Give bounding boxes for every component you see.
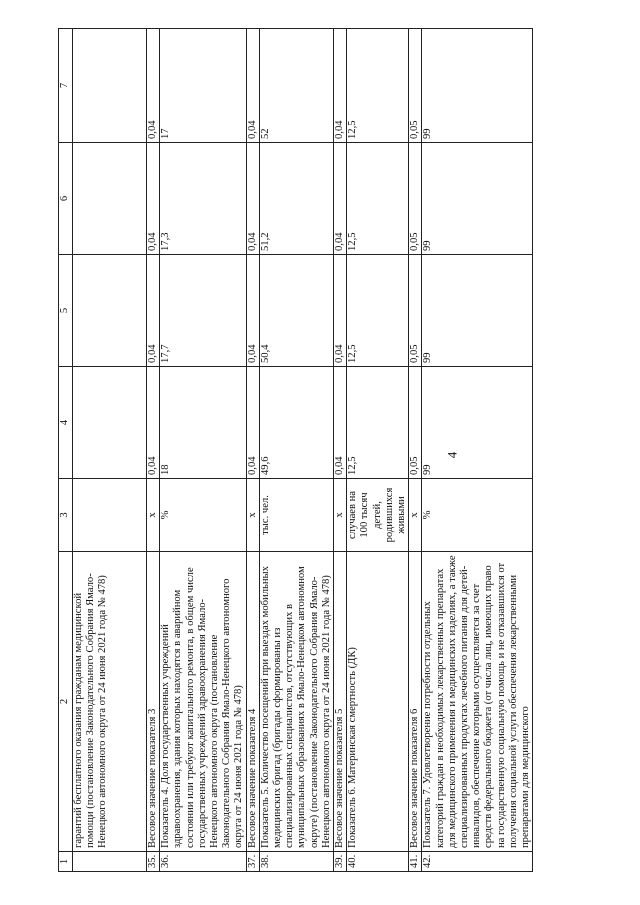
value-cell: 17,3	[160, 143, 246, 255]
value-cell	[73, 29, 147, 143]
value-cell: 12,5	[347, 29, 409, 143]
unit-cell: случаев на 100 тысяч детей, родившихся живыми	[347, 479, 409, 552]
header-cell: 3	[59, 479, 73, 552]
unit-cell: %	[422, 479, 533, 552]
row-number: 35.	[147, 852, 160, 872]
value-cell: 50,4	[259, 255, 333, 367]
value-cell: 12,5	[347, 367, 409, 479]
indicator-name: Показатель 6. Материнская смертность (ДК)	[347, 552, 409, 852]
indicator-name: Весовое значение показателя 6	[409, 552, 422, 852]
value-cell: 0,04	[147, 143, 160, 255]
indicators-table	[58, 28, 533, 872]
row-number: 39.	[334, 852, 347, 872]
row-number: 40.	[347, 852, 409, 872]
table-row	[347, 29, 409, 872]
table-row	[409, 29, 422, 872]
value-cell: 99	[422, 255, 533, 367]
row-number: 41.	[409, 852, 422, 872]
unit-cell	[73, 479, 147, 552]
value-cell: 17,7	[160, 255, 246, 367]
value-cell: 0,04	[334, 143, 347, 255]
header-cell: 4	[59, 367, 73, 479]
table-row	[147, 29, 160, 872]
value-cell	[73, 143, 147, 255]
value-cell: 99	[422, 29, 533, 143]
indicator-name: гарантий бесплатного оказания гражданам медицинской помощи (постановление Законодательного Собрания Ямало-Ненецкого автономного округа от 24 июня 2021 года № 478)	[73, 552, 147, 852]
value-cell: 0,04	[147, 367, 160, 479]
table-row	[73, 29, 147, 872]
value-cell: 12,5	[347, 255, 409, 367]
indicator-name: Показатель 4. Доля государственных учреждений здравоохранения, здания которых находятся в аварийном состоянии или требуют капитального ремонта, в общем числе государственных учреждений здравоохранения Ямало-Ненецкого автономного округа (постановление Законодательного Собрания Ямало-Ненецкого автономного округа от 24 июня 2021 года № 478)	[160, 552, 246, 852]
value-cell	[73, 255, 147, 367]
header-cell: 5	[59, 255, 73, 367]
value-cell: 17	[160, 29, 246, 143]
table-row	[422, 29, 533, 872]
value-cell: 0,04	[334, 29, 347, 143]
value-cell: 0,05	[409, 143, 422, 255]
value-cell: 0,04	[246, 143, 259, 255]
table-header-row	[59, 29, 73, 872]
value-cell: 0,04	[246, 29, 259, 143]
value-cell: 18	[160, 367, 246, 479]
header-cell: 2	[59, 552, 73, 852]
indicator-name: Показатель 5. Количество посещений при выездах мобильных медицинских бригад (бригады сформированы из специализированных специалистов, отсутствующих в муниципальных образованиях в Ямало-Ненецком автономном округе) (постановление Законодательного Собрания Ямало-Ненецкого автономного округа от 24 июня 2021 года № 478)	[259, 552, 333, 852]
unit-cell: х	[246, 479, 259, 552]
header-cell: 7	[59, 29, 73, 143]
value-cell: 0,04	[246, 367, 259, 479]
value-cell: 99	[422, 143, 533, 255]
indicator-name: Весовое значение показателя 4	[246, 552, 259, 852]
value-cell: 0,04	[334, 367, 347, 479]
table-row	[160, 29, 246, 872]
value-cell: 0,04	[147, 29, 160, 143]
unit-cell: %	[160, 479, 246, 552]
row-number: 42.	[422, 852, 533, 872]
table-row	[334, 29, 347, 872]
row-number: 36.	[160, 852, 246, 872]
value-cell: 12,5	[347, 143, 409, 255]
indicator-name: Показатель 7. Удовлетворение потребности отдельных категорий граждан в необходимых лекарственных препаратах для медицинского применения и медицинских изделиях, а также специализированных продуктах лечебного питания для детей-инвалидов, обеспечение которыми осуществляется за счет средств федерального бюджета (от числа лиц, имеющих право на государственную социальную помощь и не отказавшихся от получения социальной услуги обеспечения лекарственными препаратами для медицинского	[422, 552, 533, 852]
page-number: 4	[444, 451, 460, 459]
row-number: 37.	[246, 852, 259, 872]
value-cell: 0,04	[246, 255, 259, 367]
value-cell: 0,05	[409, 29, 422, 143]
indicator-name: Весовое значение показателя 3	[147, 552, 160, 852]
value-cell: 0,05	[409, 367, 422, 479]
value-cell: 99	[422, 367, 533, 479]
rotated-table-container	[58, 29, 592, 872]
unit-cell: х	[147, 479, 160, 552]
value-cell: 0,05	[409, 255, 422, 367]
value-cell: 0,04	[334, 255, 347, 367]
unit-cell: х	[409, 479, 422, 552]
header-cell: 1	[59, 852, 73, 872]
indicator-name: Весовое значение показателя 5	[334, 552, 347, 852]
header-cell: 6	[59, 143, 73, 255]
row-number: 38.	[259, 852, 333, 872]
table-row	[259, 29, 333, 872]
value-cell: 52	[259, 29, 333, 143]
unit-cell: х	[334, 479, 347, 552]
value-cell: 51,2	[259, 143, 333, 255]
row-number	[73, 852, 147, 872]
table-row	[246, 29, 259, 872]
value-cell: 0,04	[147, 255, 160, 367]
unit-cell: тыс. чел.	[259, 479, 333, 552]
value-cell: 49,6	[259, 367, 333, 479]
value-cell	[73, 367, 147, 479]
